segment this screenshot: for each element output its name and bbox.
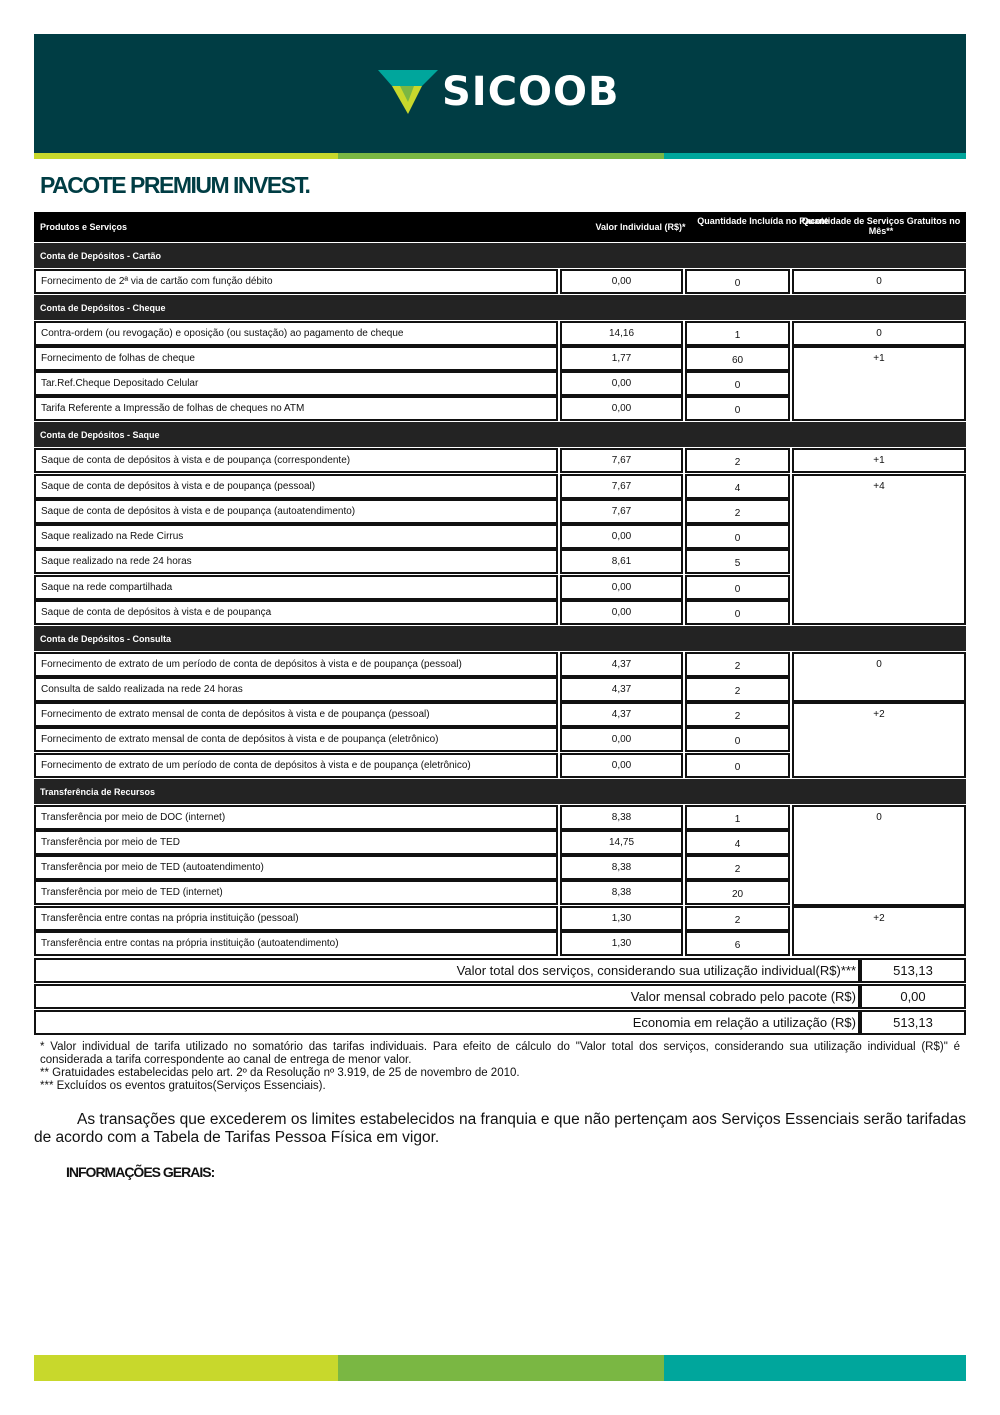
total-label: Valor total dos serviços, considerando sua utilização individual(R$)*** <box>34 958 860 983</box>
quantity-cell: 2 <box>685 855 790 880</box>
footnote: * Valor individual de tarifa utilizado no somatório das tarifas individuais. Para efeito de cálculo do "Valor total dos serviços, considerando sua utilização individual (R$)" é considerada a tarifa correspondente ao canal de entrega de menor valor. <box>40 1041 960 1066</box>
sicoob-logo-icon <box>378 70 438 114</box>
free-services-cell: 0 <box>792 652 966 702</box>
header-free-services: Quantidade de Serviços Gratuitos no Mês** <box>801 216 961 236</box>
quantity-cell: 60 <box>685 346 790 371</box>
quantity-cell: 4 <box>685 830 790 855</box>
quantity-cell: 4 <box>685 474 790 499</box>
service-cell: Transferência por meio de TED (autoatendimento) <box>34 855 558 880</box>
value-cell: 0,00 <box>560 753 683 778</box>
section-title: Conta de Depósitos - Cheque <box>40 303 166 313</box>
quantity-cell: 5 <box>685 549 790 574</box>
value-cell: 0,00 <box>560 727 683 752</box>
value-cell: 0,00 <box>560 575 683 600</box>
header-individual-value: Valor Individual (R$)* <box>595 222 686 232</box>
free-services-cell: +1 <box>792 346 966 421</box>
savings-label: Economia em relação a utilização (R$) <box>34 1010 860 1035</box>
section-header <box>34 779 966 804</box>
service-cell: Saque de conta de depósitos à vista e de poupança (correspondente) <box>34 448 558 473</box>
quantity-cell: 0 <box>685 269 790 294</box>
service-cell: Fornecimento de 2ª via de cartão com função débito <box>34 269 558 294</box>
quantity-cell: 2 <box>685 677 790 702</box>
footer-stripe-green <box>338 1355 664 1381</box>
quantity-cell: 20 <box>685 880 790 905</box>
service-cell: Transferência entre contas na própria instituição (autoatendimento) <box>34 931 558 956</box>
service-cell: Transferência por meio de DOC (internet) <box>34 805 558 830</box>
service-cell: Transferência entre contas na própria instituição (pessoal) <box>34 906 558 931</box>
value-cell: 8,61 <box>560 549 683 574</box>
footnotes <box>40 1041 960 1093</box>
value-cell: 0,00 <box>560 269 683 294</box>
value-cell: 4,37 <box>560 677 683 702</box>
value-cell: 0,00 <box>560 396 683 421</box>
quantity-cell: 0 <box>685 727 790 752</box>
section-header <box>34 422 966 447</box>
table-header <box>34 212 966 242</box>
free-services-cell: 0 <box>792 805 966 906</box>
service-cell: Saque de conta de depósitos à vista e de poupança (pessoal) <box>34 474 558 499</box>
service-cell: Transferência por meio de TED <box>34 830 558 855</box>
quantity-cell: 2 <box>685 702 790 727</box>
service-cell: Saque de conta de depósitos à vista e de poupança <box>34 600 558 625</box>
quantity-cell: 2 <box>685 499 790 524</box>
service-cell: Tar.Ref.Cheque Depositado Celular <box>34 371 558 396</box>
quantity-cell: 0 <box>685 600 790 625</box>
service-cell: Tarifa Referente a Impressão de folhas de cheques no ATM <box>34 396 558 421</box>
free-services-cell: 0 <box>792 269 966 294</box>
quantity-cell: 6 <box>685 931 790 956</box>
footnote: ** Gratuidades estabelecidas pelo art. 2º da Resolução nº 3.919, de 25 de novembro de 2010. <box>40 1067 520 1079</box>
service-cell: Fornecimento de extrato de um período de conta de depósitos à vista e de poupança (pessoal) <box>34 652 558 677</box>
terms-paragraph: As transações que excederem os limites estabelecidos na franquia e que não pertençam aos Serviços Essenciais serão tarifadas de acordo com a Tabela de Tarifas Pessoa Física em vigor. <box>34 1111 966 1146</box>
free-services-cell: +2 <box>792 702 966 778</box>
value-cell: 7,67 <box>560 474 683 499</box>
quantity-cell: 2 <box>685 448 790 473</box>
header-stripe-lime <box>34 153 338 159</box>
service-cell: Saque de conta de depósitos à vista e de poupança (autoatendimento) <box>34 499 558 524</box>
header-products: Produtos e Serviços <box>40 222 128 232</box>
quantity-cell: 0 <box>685 575 790 600</box>
header-included-quantity: Quantidade Incluída no Pacote <box>697 216 829 226</box>
quantity-cell: 0 <box>685 396 790 421</box>
service-cell: Fornecimento de extrato mensal de conta de depósitos à vista e de poupança (pessoal) <box>34 702 558 727</box>
package-price-value: 0,00 <box>860 984 966 1009</box>
savings-value: 513,13 <box>860 1010 966 1035</box>
service-cell: Saque na rede compartilhada <box>34 575 558 600</box>
free-services-cell: +1 <box>792 448 966 473</box>
page-title: PACOTE PREMIUM INVEST. <box>40 172 310 198</box>
footnote: *** Excluídos os eventos gratuitos(Serviços Essenciais). <box>40 1080 326 1092</box>
value-cell: 0,00 <box>560 371 683 396</box>
value-cell: 1,77 <box>560 346 683 371</box>
value-cell: 7,67 <box>560 499 683 524</box>
quantity-cell: 0 <box>685 371 790 396</box>
quantity-cell: 2 <box>685 906 790 931</box>
package-price-label: Valor mensal cobrado pelo pacote (R$) <box>34 984 860 1009</box>
sicoob-logo <box>378 69 620 115</box>
section-header <box>34 243 966 268</box>
value-cell: 1,30 <box>560 906 683 931</box>
value-cell: 14,16 <box>560 321 683 346</box>
value-cell: 4,37 <box>560 652 683 677</box>
quantity-cell: 2 <box>685 652 790 677</box>
value-cell: 1,30 <box>560 931 683 956</box>
free-services-cell: +2 <box>792 906 966 956</box>
section-title: Conta de Depósitos - Saque <box>40 430 160 440</box>
section-title: Conta de Depósitos - Consulta <box>40 634 172 644</box>
service-cell: Transferência por meio de TED (internet) <box>34 880 558 905</box>
free-services-cell: +4 <box>792 474 966 625</box>
service-cell: Contra-ordem (ou revogação) e oposição (ou sustação) ao pagamento de cheque <box>34 321 558 346</box>
footer-stripe-lime <box>34 1355 338 1381</box>
quantity-cell: 0 <box>685 524 790 549</box>
quantity-cell: 0 <box>685 753 790 778</box>
value-cell: 0,00 <box>560 600 683 625</box>
total-value: 513,13 <box>860 958 966 983</box>
value-cell: 4,37 <box>560 702 683 727</box>
value-cell: 7,67 <box>560 448 683 473</box>
service-cell: Fornecimento de extrato de um período de conta de depósitos à vista e de poupança (eletrônico) <box>34 753 558 778</box>
service-cell: Consulta de saldo realizada na rede 24 horas <box>34 677 558 702</box>
service-cell: Fornecimento de extrato mensal de conta de depósitos à vista e de poupança (eletrônico) <box>34 727 558 752</box>
service-cell: Fornecimento de folhas de cheque <box>34 346 558 371</box>
footer-stripe-teal <box>664 1355 966 1381</box>
free-services-cell: 0 <box>792 321 966 346</box>
general-info-heading: INFORMAÇÕES GERAIS: <box>66 1164 215 1180</box>
value-cell: 14,75 <box>560 830 683 855</box>
section-header <box>34 626 966 651</box>
quantity-cell: 1 <box>685 321 790 346</box>
section-header <box>34 295 966 320</box>
header-stripe-teal <box>664 153 966 159</box>
section-title: Conta de Depósitos - Cartão <box>40 251 162 261</box>
value-cell: 8,38 <box>560 805 683 830</box>
section-title: Transferência de Recursos <box>40 787 156 797</box>
sicoob-logo-text: SICOOB <box>442 69 620 115</box>
value-cell: 8,38 <box>560 880 683 905</box>
value-cell: 8,38 <box>560 855 683 880</box>
header-stripe-green <box>338 153 664 159</box>
service-cell: Saque realizado na Rede Cirrus <box>34 524 558 549</box>
value-cell: 0,00 <box>560 524 683 549</box>
service-cell: Saque realizado na rede 24 horas <box>34 549 558 574</box>
quantity-cell: 1 <box>685 805 790 830</box>
